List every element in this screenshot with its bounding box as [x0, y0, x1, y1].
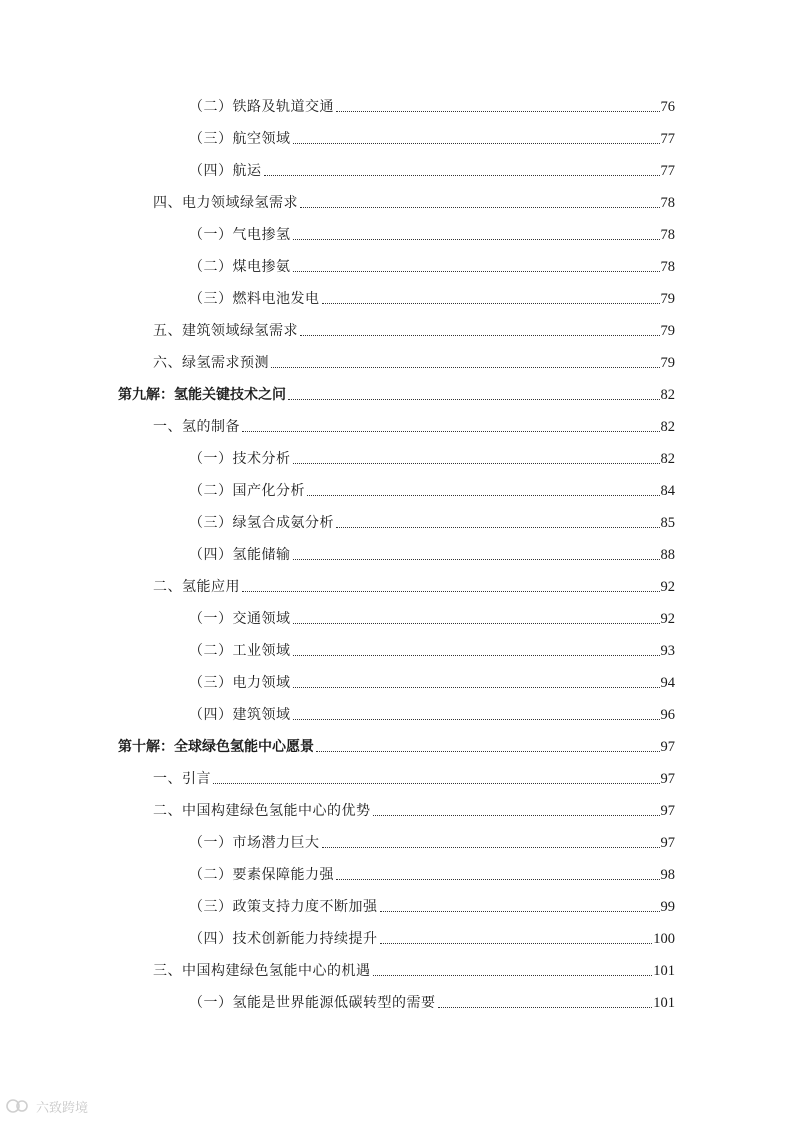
toc-entry[interactable]	[189, 636, 675, 660]
dot-leader	[288, 399, 660, 400]
dot-leader	[373, 815, 660, 816]
toc-entry-title: 一、氢的制备	[153, 419, 240, 435]
dot-leader	[293, 687, 660, 688]
toc-entry-title: （一）市场潜力巨大	[189, 835, 320, 851]
toc-entry-title: （四）航运	[189, 163, 262, 179]
dot-leader	[322, 847, 660, 848]
toc-entry-page: 92	[660, 579, 675, 595]
dot-leader	[293, 655, 660, 656]
dot-leader	[307, 495, 660, 496]
toc-entry-page: 82	[660, 419, 675, 435]
toc-entry-page: 79	[660, 291, 675, 307]
toc-entry[interactable]	[189, 540, 675, 564]
toc-entry-title: （一）技术分析	[189, 451, 291, 467]
toc-entry-title: 第九解：氢能关键技术之问	[118, 387, 286, 403]
dot-leader	[336, 879, 660, 880]
dot-leader	[264, 175, 660, 176]
toc-entry-page: 94	[660, 675, 675, 691]
toc-entry-title: （二）工业领域	[189, 643, 291, 659]
dot-leader	[293, 271, 660, 272]
toc-entry[interactable]	[153, 956, 675, 980]
toc-entry-page: 97	[660, 739, 675, 755]
toc-entry-page: 76	[660, 99, 675, 115]
dot-leader	[322, 303, 660, 304]
dot-leader	[438, 1007, 653, 1008]
dot-leader	[336, 527, 660, 528]
dot-leader	[293, 239, 660, 240]
toc-entry-page: 85	[660, 515, 675, 531]
toc-entry[interactable]	[153, 412, 675, 436]
watermark	[6, 1096, 88, 1116]
toc-entry-page: 93	[660, 643, 675, 659]
toc-entry-page: 100	[653, 931, 675, 947]
toc-entry-title: （四）技术创新能力持续提升	[189, 931, 378, 947]
toc-entry[interactable]	[189, 284, 675, 308]
toc-entry-title: 第十解：全球绿色氢能中心愿景	[118, 739, 314, 755]
toc-entry-page: 88	[660, 547, 675, 563]
toc-entry-page: 101	[653, 963, 675, 979]
toc-entry[interactable]	[153, 796, 675, 820]
dot-leader	[271, 367, 660, 368]
toc-entry[interactable]	[153, 764, 675, 788]
toc-entry-title: （四）建筑领域	[189, 707, 291, 723]
dot-leader	[242, 591, 660, 592]
toc-entry-page: 92	[660, 611, 675, 627]
toc-entry-title: （三）政策支持力度不断加强	[189, 899, 378, 915]
toc-entry[interactable]	[189, 924, 675, 948]
toc-entry-page: 98	[660, 867, 675, 883]
toc-entry[interactable]	[189, 252, 675, 276]
toc-entry-title: （二）要素保障能力强	[189, 867, 334, 883]
toc-entry-page: 97	[660, 803, 675, 819]
dot-leader	[293, 719, 660, 720]
toc-entry-page: 77	[660, 163, 675, 179]
toc-entry-page: 97	[660, 835, 675, 851]
toc-entry[interactable]	[189, 444, 675, 468]
toc-entry-title: （一）气电掺氢	[189, 227, 291, 243]
toc-entry-title: （三）绿氢合成氨分析	[189, 515, 334, 531]
dot-leader	[380, 943, 653, 944]
dot-leader	[293, 143, 660, 144]
toc-entry[interactable]	[189, 476, 675, 500]
dot-leader	[293, 463, 660, 464]
toc-entry-page: 82	[660, 451, 675, 467]
toc-entry-title: 三、中国构建绿色氢能中心的机遇	[153, 963, 371, 979]
toc-entry-title: （三）燃料电池发电	[189, 291, 320, 307]
toc-entry-title: 二、氢能应用	[153, 579, 240, 595]
toc-entry[interactable]	[189, 988, 675, 1012]
toc-entry-page: 78	[660, 227, 675, 243]
toc-entry-page: 77	[660, 131, 675, 147]
dot-leader	[293, 623, 660, 624]
toc-entry[interactable]	[153, 572, 675, 596]
toc-entry-title: （四）氢能储输	[189, 547, 291, 563]
toc-entry[interactable]	[189, 668, 675, 692]
toc-entry[interactable]	[189, 604, 675, 628]
dot-leader	[336, 111, 660, 112]
toc-entry-title: （二）国产化分析	[189, 483, 305, 499]
toc-entry-page: 97	[660, 771, 675, 787]
toc-entry-page: 101	[653, 995, 675, 1011]
toc-entry[interactable]	[189, 220, 675, 244]
dot-leader	[373, 975, 653, 976]
toc-chapter-entry[interactable]	[118, 380, 675, 404]
dot-leader	[242, 431, 660, 432]
toc-entry-title: （一）交通领域	[189, 611, 291, 627]
toc-entry-page: 82	[660, 387, 675, 403]
toc-entry-page: 96	[660, 707, 675, 723]
toc-entry-page: 79	[660, 355, 675, 371]
watermark-text: 六致跨境	[36, 1100, 89, 1116]
toc-entry-title: （三）电力领域	[189, 675, 291, 691]
toc-entry-title: 二、中国构建绿色氢能中心的优势	[153, 803, 371, 819]
toc-entry[interactable]	[189, 700, 675, 724]
toc-entry[interactable]	[189, 92, 675, 116]
toc-entry[interactable]	[153, 188, 675, 212]
dot-leader	[293, 559, 660, 560]
toc-entry-title: （一）氢能是世界能源低碳转型的需要	[189, 995, 436, 1011]
dot-leader	[316, 751, 660, 752]
toc-chapter-entry[interactable]	[118, 732, 675, 756]
toc-entry[interactable]	[189, 860, 675, 884]
dot-leader	[380, 911, 660, 912]
dot-leader	[300, 207, 660, 208]
toc-entry[interactable]	[189, 124, 675, 148]
toc-entry[interactable]	[189, 828, 675, 852]
toc-entry-title: 六、绿氢需求预测	[153, 355, 269, 371]
toc-entry[interactable]	[189, 892, 675, 916]
toc-entry-title: 一、引言	[153, 771, 211, 787]
toc-entry[interactable]	[153, 348, 675, 372]
toc-entry-page: 99	[660, 899, 675, 915]
toc-entry[interactable]	[153, 316, 675, 340]
watermark-logo-icon	[6, 1098, 30, 1114]
toc-entry[interactable]	[189, 508, 675, 532]
toc-entry-title: （三）航空领域	[189, 131, 291, 147]
dot-leader	[300, 335, 660, 336]
toc-entry-title: （二）煤电掺氨	[189, 259, 291, 275]
toc-entry-page: 79	[660, 323, 675, 339]
toc-entry-page: 84	[660, 483, 675, 499]
toc-entry-title: （二）铁路及轨道交通	[189, 99, 334, 115]
toc-entry-title: 四、电力领域绿氢需求	[153, 195, 298, 211]
toc-entry-page: 78	[660, 195, 675, 211]
toc-entry-title: 五、建筑领域绿氢需求	[153, 323, 298, 339]
toc-entry-page: 78	[660, 259, 675, 275]
dot-leader	[213, 783, 660, 784]
toc-entry[interactable]	[189, 156, 675, 180]
